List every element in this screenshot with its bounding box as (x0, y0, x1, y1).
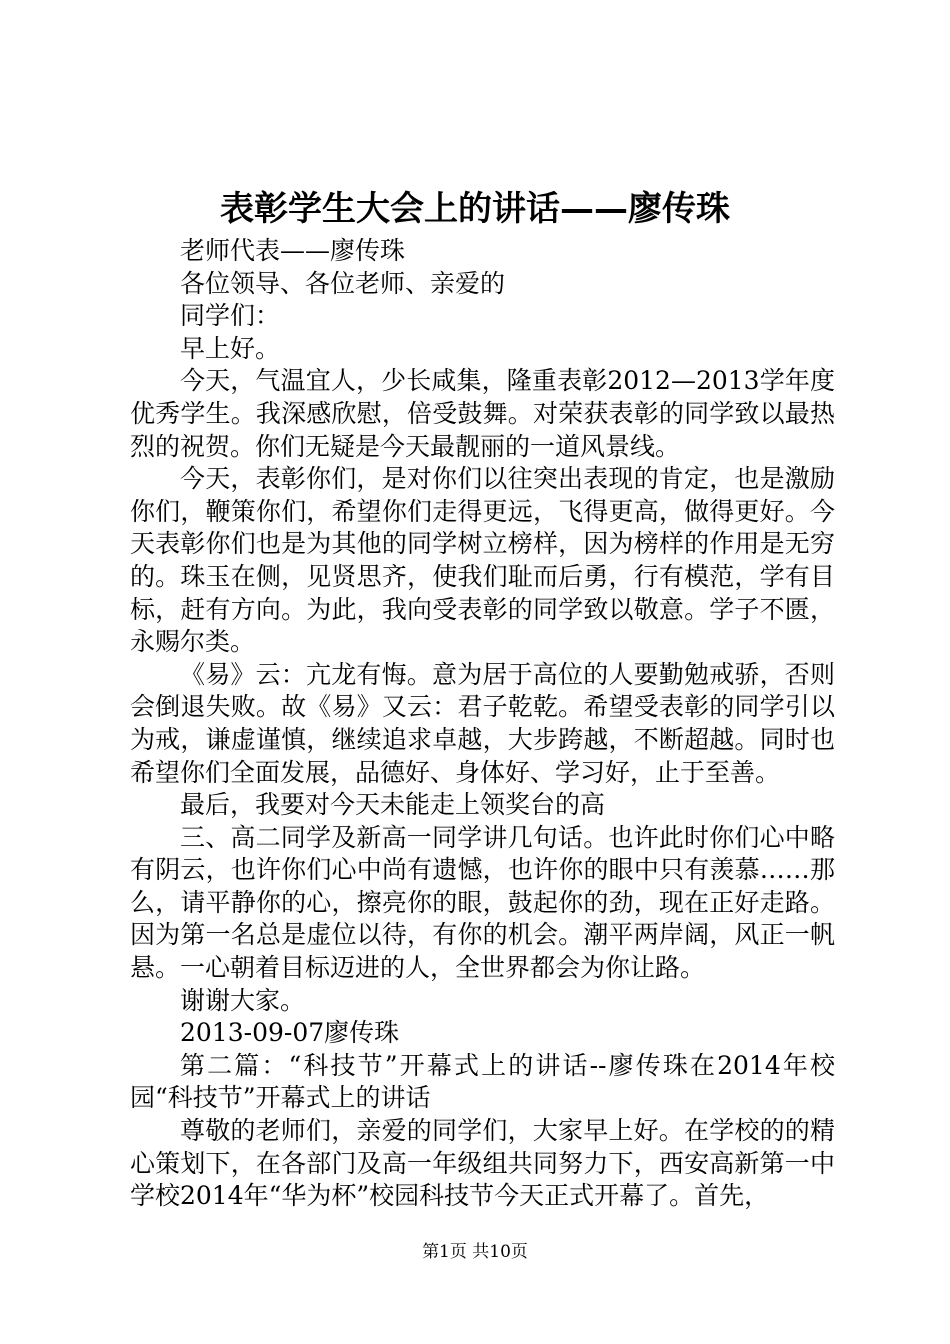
paragraph: 老师代表——廖传珠 (180, 236, 406, 265)
document-body (130, 235, 835, 1213)
paragraph: 2013-09-07廖传珠 (180, 1018, 400, 1048)
paragraph: 最后，我要对今天未能走上领奖台的高 (180, 790, 606, 820)
paragraph: 《易》云：亢龙有悔。意为居于高位的人要勤勉戒骄，否则会倒退失败。故《易》又云：君子乾乾。希望受表彰的同学引以为戒，谦虚谨慎，继续追求卓越，大步跨越，不断超越。同时也希望你们全面发展，品德好、身体好、学习好，止于至善。 (130, 659, 835, 787)
paragraph: 同学们： (180, 301, 281, 331)
paragraph: 今天，表彰你们，是对你们以往突出表现的肯定，也是激励你们，鞭策你们，希望你们走得更远，飞得更高，做得更好。今天表彰你们也是为其他的同学树立榜样，因为榜样的作用是无穷的。珠玉在侧，见贤思齐，使我们耻而后勇，行有模范，学有目标，赶有方向。为此，我向受表彰的同学致以敬意。学子不匮，永赐尔类。 (130, 464, 835, 657)
paragraph: 早上好。 (180, 333, 281, 363)
paragraph: 谢谢大家。 (180, 985, 306, 1015)
paragraph: 第二篇：“科技节”开幕式上的讲话--廖传珠在2014年校园“科技节”开幕式上的讲话 (130, 1050, 835, 1113)
paragraph: 三、高二同学及新高一同学讲几句话。也许此时你们心中略有阴云，也许你们心中尚有遗憾，也许你的眼中只有羡慕……那么，请平静你的心，擦亮你的眼，鼓起你的劲，现在正好走路。因为第一名总是虚位以待，有你的机会。潮平两岸阔，风正一帆悬。一心朝着目标迈进的人，全世界都会为你让路。 (130, 822, 835, 983)
paragraph: 各位领导、各位老师、亲爱的 (180, 268, 506, 298)
document-title: 表彰学生大会上的讲话——廖传珠 (220, 189, 730, 229)
paragraph: 今天，气温宜人，少长咸集，隆重表彰2012—2013学年度优秀学生。我深感欣慰，倍受鼓舞。对荣获表彰的同学致以最热烈的祝贺。你们无疑是今天最靓丽的一道风景线。 (130, 366, 835, 461)
paragraph: 尊敬的老师们，亲爱的同学们，大家早上好。在学校的的精心策划下，在各部门及高一年级组共同努力下，西安高新第一中学校2014年“华为杯”校园科技节今天正式开幕了。首先， (130, 1116, 835, 1211)
page-number: 第1页 共10页 (422, 1242, 528, 1262)
